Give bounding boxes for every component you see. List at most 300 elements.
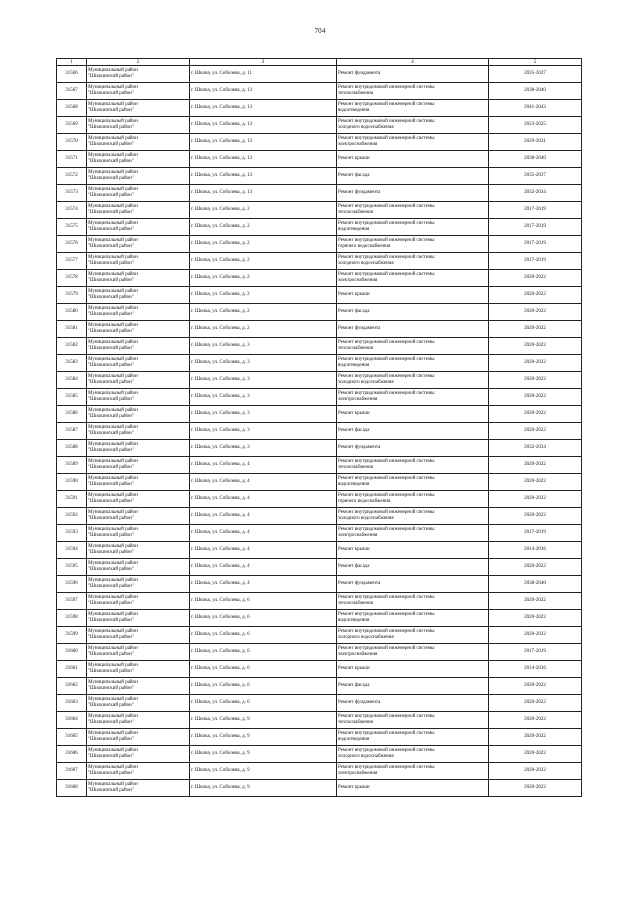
work-type-line: водоотведения [338,618,370,623]
municipality-line: Муниципальный район [88,119,138,125]
work-type-line: Ремонт внутридомовой инженерной системы [338,204,435,210]
municipality-line: "Шилкинский район" [88,754,134,759]
row-number-cell: 31566 [57,66,87,83]
address-cell: г. Шилка, ул. Соболева, д. 13 [190,117,337,134]
table-row [57,593,582,610]
municipality-line: Муниципальный район [88,646,138,652]
table-row [57,372,582,389]
municipality-cell [87,610,190,627]
work-type-line: электроснабжения [338,652,378,657]
table-row [57,406,582,423]
work-type-line: Ремонт внутридомовой инженерной системы [338,510,435,516]
row-number-cell: 31596 [57,576,87,593]
work-type-line: холодного водоснабжения [338,635,394,640]
table-row [57,695,582,712]
work-type-line: водоотведения [338,227,370,232]
municipality-cell [87,270,190,287]
row-number-cell: 31604 [57,712,87,729]
municipality-line: "Шилкинский район" [88,550,134,555]
work-type-line: Ремонт внутридомовой инженерной системы [338,221,435,227]
municipality-line: Муниципальный район [88,544,138,550]
table-row [57,627,582,644]
row-number-cell: 31583 [57,355,87,372]
municipality-line: "Шилкинский район" [88,74,134,79]
work-type-line: Ремонт крыши [338,785,370,791]
table-row [57,542,582,559]
work-type-cell [337,321,489,338]
row-number-cell: 31572 [57,168,87,185]
work-type-line: Ремонт крыши [338,156,370,162]
municipality-cell [87,474,190,491]
table-row [57,610,582,627]
address-cell: г. Шилка, ул. Соболева, д. 4 [190,491,337,508]
work-type-cell [337,695,489,712]
row-number-cell: 31579 [57,287,87,304]
period-cell: 2038-2040 [489,83,582,100]
work-type-line: Ремонт фасада [338,173,370,179]
period-cell: 2041-2043 [489,100,582,117]
work-type-line: Ремонт внутридомовой инженерной системы [338,646,435,652]
work-type-cell [337,678,489,695]
period-cell: 2020-2022 [489,406,582,423]
municipality-cell [87,117,190,134]
municipality-cell [87,151,190,168]
period-cell: 2020-2022 [489,695,582,712]
municipality-line: Муниципальный район [88,255,138,261]
address-cell: г. Шилка, ул. Соболева, д. 3 [190,338,337,355]
municipality-cell [87,525,190,542]
municipality-line: Муниципальный район [88,663,138,669]
work-type-line: Ремонт внутридомовой инженерной системы [338,238,435,244]
municipality-line: Муниципальный район [88,595,138,601]
row-number-cell: 31591 [57,491,87,508]
municipality-line: Муниципальный район [88,102,138,108]
work-type-line: теплоснабжения [338,346,373,351]
address-cell: г. Шилка, ул. Соболева, д. 11 [190,66,337,83]
table-row [57,151,582,168]
column-header-5: 5 [489,59,582,66]
work-type-cell [337,168,489,185]
municipality-line: Муниципальный район [88,153,138,159]
municipality-cell [87,287,190,304]
municipality-cell [87,406,190,423]
table-row [57,168,582,185]
row-number-cell: 31605 [57,729,87,746]
work-type-cell [337,287,489,304]
address-cell: г. Шилка, ул. Соболева, д. 3 [190,372,337,389]
row-number-cell: 31584 [57,372,87,389]
table-row [57,712,582,729]
municipality-line: Муниципальный район [88,629,138,635]
municipality-line: "Шилкинский район" [88,295,134,300]
table-row [57,321,582,338]
address-cell: г. Шилка, ул. Соболева, д. 9 [190,712,337,729]
repair-schedule-table [56,58,582,797]
work-type-line: Ремонт крыши [338,292,370,298]
work-type-cell [337,474,489,491]
work-type-cell [337,559,489,576]
address-cell: г. Шилка, ул. Соболева, д. 13 [190,83,337,100]
work-type-line: водоотведения [338,737,370,742]
address-cell: г. Шилка, ул. Соболева, д. 4 [190,508,337,525]
work-type-line: холодного водоснабжения [338,516,394,521]
work-type-line: Ремонт фасада [338,683,370,689]
work-type-cell [337,491,489,508]
municipality-line: "Шилкинский район" [88,142,134,147]
municipality-line: "Шилкинский район" [88,567,134,572]
municipality-line: "Шилкинский район" [88,448,134,453]
municipality-line: Муниципальный район [88,680,138,686]
work-type-line: Ремонт крыши [338,411,370,417]
address-cell: г. Шилка, ул. Соболева, д. 13 [190,151,337,168]
municipality-line: "Шилкинский район" [88,584,134,589]
work-type-cell [337,151,489,168]
municipality-cell [87,491,190,508]
address-cell: г. Шилка, ул. Соболева, д. 2 [190,304,337,321]
table-row [57,100,582,117]
period-cell: 2020-2022 [489,593,582,610]
municipality-cell [87,440,190,457]
municipality-cell [87,661,190,678]
period-cell: 2017-2019 [489,219,582,236]
table-row [57,491,582,508]
work-type-cell [337,253,489,270]
work-type-cell [337,66,489,83]
period-cell: 2020-2022 [489,389,582,406]
municipality-line: "Шилкинский район" [88,397,134,402]
row-number-cell: 31580 [57,304,87,321]
period-cell: 2020-2022 [489,712,582,729]
municipality-line: Муниципальный район [88,578,138,584]
work-type-cell [337,746,489,763]
period-cell: 2020-2022 [489,372,582,389]
column-header-3: 3 [190,59,337,66]
row-number-cell: 31597 [57,593,87,610]
period-cell: 2020-2022 [489,780,582,797]
work-type-line: Ремонт фасада [338,309,370,315]
municipality-cell [87,644,190,661]
row-number-cell: 31602 [57,678,87,695]
address-cell: г. Шилка, ул. Соболева, д. 6 [190,661,337,678]
table-row [57,474,582,491]
column-header-2: 2 [87,59,190,66]
work-type-cell [337,236,489,253]
municipality-cell [87,100,190,117]
period-cell: 2020-2022 [489,355,582,372]
row-number-cell: 31587 [57,423,87,440]
municipality-cell [87,593,190,610]
work-type-line: Ремонт фасада [338,564,370,570]
work-type-line: Ремонт крыши [338,666,370,672]
period-cell: 2017-2019 [489,202,582,219]
address-cell: г. Шилка, ул. Соболева, д. 3 [190,355,337,372]
period-cell: 2020-2022 [489,321,582,338]
row-number-cell: 31571 [57,151,87,168]
municipality-line: "Шилкинский район" [88,465,134,470]
municipality-line: "Шилкинский район" [88,108,134,113]
address-cell: г. Шилка, ул. Соболева, д. 4 [190,457,337,474]
table-row [57,66,582,83]
row-number-cell: 31573 [57,185,87,202]
column-header-1: 1 [57,59,87,66]
municipality-line: "Шилкинский район" [88,363,134,368]
period-cell: 2020-2022 [489,338,582,355]
work-type-cell [337,219,489,236]
work-type-cell [337,627,489,644]
work-type-line: Ремонт внутридомовой инженерной системы [338,357,435,363]
work-type-cell [337,338,489,355]
work-type-line: теплоснабжения [338,91,373,96]
work-type-cell [337,134,489,151]
work-type-line: Ремонт внутридомовой инженерной системы [338,255,435,261]
row-number-cell: 31582 [57,338,87,355]
municipality-line: Муниципальный район [88,510,138,516]
municipality-cell [87,83,190,100]
work-type-line: электроснабжения [338,771,378,776]
address-cell: г. Шилка, ул. Соболева, д. 2 [190,321,337,338]
table-row [57,304,582,321]
address-cell: г. Шилка, ул. Соболева, д. 2 [190,219,337,236]
work-type-line: холодного водоснабжения [338,754,394,759]
work-type-line: Ремонт фундамента [338,700,381,706]
municipality-cell [87,695,190,712]
row-number-cell: 31588 [57,440,87,457]
municipality-line: "Шилкинский район" [88,788,134,793]
address-cell: г. Шилка, ул. Соболева, д. 4 [190,576,337,593]
municipality-cell [87,508,190,525]
work-type-line: холодного водоснабжения [338,380,394,385]
address-cell: г. Шилка, ул. Соболева, д. 9 [190,763,337,780]
period-cell: 2035-2037 [489,66,582,83]
work-type-cell [337,712,489,729]
municipality-cell [87,304,190,321]
table-row [57,559,582,576]
table-row [57,270,582,287]
period-cell: 2020-2022 [489,474,582,491]
municipality-line: Муниципальный район [88,136,138,142]
work-type-line: горячего водоснабжения [338,244,391,249]
work-type-line: теплоснабжения [338,720,373,725]
address-cell: г. Шилка, ул. Соболева, д. 4 [190,474,337,491]
row-number-cell: 31581 [57,321,87,338]
work-type-cell [337,729,489,746]
municipality-line: Муниципальный район [88,357,138,363]
work-type-cell [337,525,489,542]
work-type-line: теплоснабжения [338,465,373,470]
table-row [57,746,582,763]
row-number-cell: 31586 [57,406,87,423]
municipality-line: Муниципальный район [88,765,138,771]
address-cell: г. Шилка, ул. Соболева, д. 6 [190,695,337,712]
row-number-cell: 31578 [57,270,87,287]
period-cell: 2020-2022 [489,763,582,780]
municipality-line: "Шилкинский район" [88,686,134,691]
period-cell: 2017-2019 [489,253,582,270]
table-row [57,355,582,372]
period-cell: 2020-2022 [489,559,582,576]
work-type-line: Ремонт внутридомовой инженерной системы [338,340,435,346]
address-cell: г. Шилка, ул. Соболева, д. 9 [190,729,337,746]
municipality-line: Муниципальный район [88,306,138,312]
period-cell: 2017-2019 [489,525,582,542]
work-type-cell [337,610,489,627]
municipality-line: "Шилкинский район" [88,618,134,623]
municipality-line: Муниципальный район [88,697,138,703]
period-cell: 2020-2022 [489,508,582,525]
municipality-line: "Шилкинский район" [88,312,134,317]
address-cell: г. Шилка, ул. Соболева, д. 4 [190,559,337,576]
row-number-cell: 31599 [57,627,87,644]
work-type-cell [337,372,489,389]
row-number-cell: 31590 [57,474,87,491]
row-number-cell: 31589 [57,457,87,474]
table-row [57,253,582,270]
period-cell: 2029-2031 [489,134,582,151]
municipality-cell [87,236,190,253]
address-cell: г. Шилка, ул. Соболева, д. 4 [190,525,337,542]
period-cell: 2020-2022 [489,746,582,763]
table-row [57,83,582,100]
municipality-cell [87,219,190,236]
municipality-line: "Шилкинский район" [88,414,134,419]
work-type-line: Ремонт внутридомовой инженерной системы [338,731,435,737]
table-row [57,338,582,355]
municipality-line: Муниципальный район [88,493,138,499]
work-type-line: Ремонт фундамента [338,326,381,332]
work-type-cell [337,202,489,219]
row-number-cell: 31593 [57,525,87,542]
period-cell: 2020-2022 [489,678,582,695]
table-row [57,729,582,746]
table-row [57,661,582,678]
period-cell: 2038-2040 [489,151,582,168]
address-cell: г. Шилка, ул. Соболева, д. 13 [190,100,337,117]
municipality-line: "Шилкинский район" [88,244,134,249]
table-row [57,780,582,797]
municipality-line: "Шилкинский район" [88,533,134,538]
address-cell: г. Шилка, ул. Соболева, д. 3 [190,440,337,457]
municipality-cell [87,134,190,151]
work-type-line: Ремонт внутридомовой инженерной системы [338,102,435,108]
period-cell: 2017-2019 [489,236,582,253]
work-type-line: холодного водоснабжения [338,261,394,266]
municipality-line: "Шилкинский район" [88,227,134,232]
period-cell: 2020-2022 [489,304,582,321]
address-cell: г. Шилка, ул. Соболева, д. 6 [190,644,337,661]
row-number-cell: 31567 [57,83,87,100]
row-number-cell: 31606 [57,746,87,763]
municipality-line: Муниципальный район [88,68,138,74]
municipality-cell [87,338,190,355]
work-type-line: водоотведения [338,482,370,487]
row-number-cell: 31608 [57,780,87,797]
work-type-line: Ремонт фундамента [338,581,381,587]
municipality-line: "Шилкинский район" [88,380,134,385]
period-cell: 2020-2022 [489,457,582,474]
work-type-cell [337,389,489,406]
address-cell: г. Шилка, ул. Соболева, д. 2 [190,287,337,304]
work-type-line: Ремонт внутридомовой инженерной системы [338,136,435,142]
period-cell: 2014-2016 [489,661,582,678]
work-type-line: Ремонт внутридомовой инженерной системы [338,629,435,635]
municipality-line: "Шилкинский район" [88,516,134,521]
municipality-line: Муниципальный район [88,204,138,210]
address-cell: г. Шилка, ул. Соболева, д. 2 [190,270,337,287]
period-cell: 2020-2022 [489,287,582,304]
header-row [57,59,582,66]
municipality-line: "Шилкинский район" [88,720,134,725]
municipality-cell [87,627,190,644]
address-cell: г. Шилка, ул. Соболева, д. 13 [190,168,337,185]
table-row [57,185,582,202]
work-type-line: теплоснабжения [338,210,373,215]
address-cell: г. Шилка, ул. Соболева, д. 2 [190,253,337,270]
address-cell: г. Шилка, ул. Соболева, д. 3 [190,423,337,440]
municipality-cell [87,389,190,406]
table-row [57,423,582,440]
address-cell: г. Шилка, ул. Соболева, д. 9 [190,780,337,797]
address-cell: г. Шилка, ул. Соболева, д. 6 [190,678,337,695]
municipality-line: "Шилкинский район" [88,193,134,198]
municipality-line: Муниципальный район [88,340,138,346]
work-type-line: Ремонт внутридомовой инженерной системы [338,765,435,771]
period-cell: 2020-2022 [489,610,582,627]
work-type-line: Ремонт фундамента [338,190,381,196]
row-number-cell: 31575 [57,219,87,236]
municipality-cell [87,542,190,559]
work-type-line: электроснабжения [338,533,378,538]
municipality-line: "Шилкинский район" [88,652,134,657]
municipality-line: Муниципальный район [88,170,138,176]
address-cell: г. Шилка, ул. Соболева, д. 2 [190,236,337,253]
municipality-cell [87,168,190,185]
work-type-line: Ремонт внутридомовой инженерной системы [338,527,435,533]
work-type-cell [337,542,489,559]
row-number-cell: 31595 [57,559,87,576]
table-row [57,576,582,593]
municipality-cell [87,66,190,83]
period-cell: 2032-2034 [489,185,582,202]
municipality-line: "Шилкинский район" [88,125,134,130]
row-number-cell: 31600 [57,644,87,661]
municipality-line: Муниципальный район [88,187,138,193]
work-type-line: Ремонт внутридомовой инженерной системы [338,493,435,499]
row-number-cell: 31603 [57,695,87,712]
row-number-cell: 31568 [57,100,87,117]
table-row [57,508,582,525]
address-cell: г. Шилка, ул. Соболева, д. 4 [190,542,337,559]
table-row [57,287,582,304]
municipality-cell [87,729,190,746]
work-type-cell [337,593,489,610]
work-type-line: Ремонт внутридомовой инженерной системы [338,714,435,720]
municipality-cell [87,372,190,389]
work-type-cell [337,780,489,797]
municipality-line: Муниципальный район [88,714,138,720]
row-number-cell: 31585 [57,389,87,406]
period-cell: 2020-2022 [489,270,582,287]
municipality-line: Муниципальный район [88,374,138,380]
address-cell: г. Шилка, ул. Соболева, д. 13 [190,134,337,151]
municipality-cell [87,355,190,372]
municipality-line: "Шилкинский район" [88,499,134,504]
work-type-line: Ремонт внутридомовой инженерной системы [338,748,435,754]
work-type-cell [337,644,489,661]
page-number: 704 [314,27,326,35]
work-type-line: Ремонт крыши [338,547,370,553]
row-number-cell: 31601 [57,661,87,678]
municipality-line: Муниципальный район [88,442,138,448]
